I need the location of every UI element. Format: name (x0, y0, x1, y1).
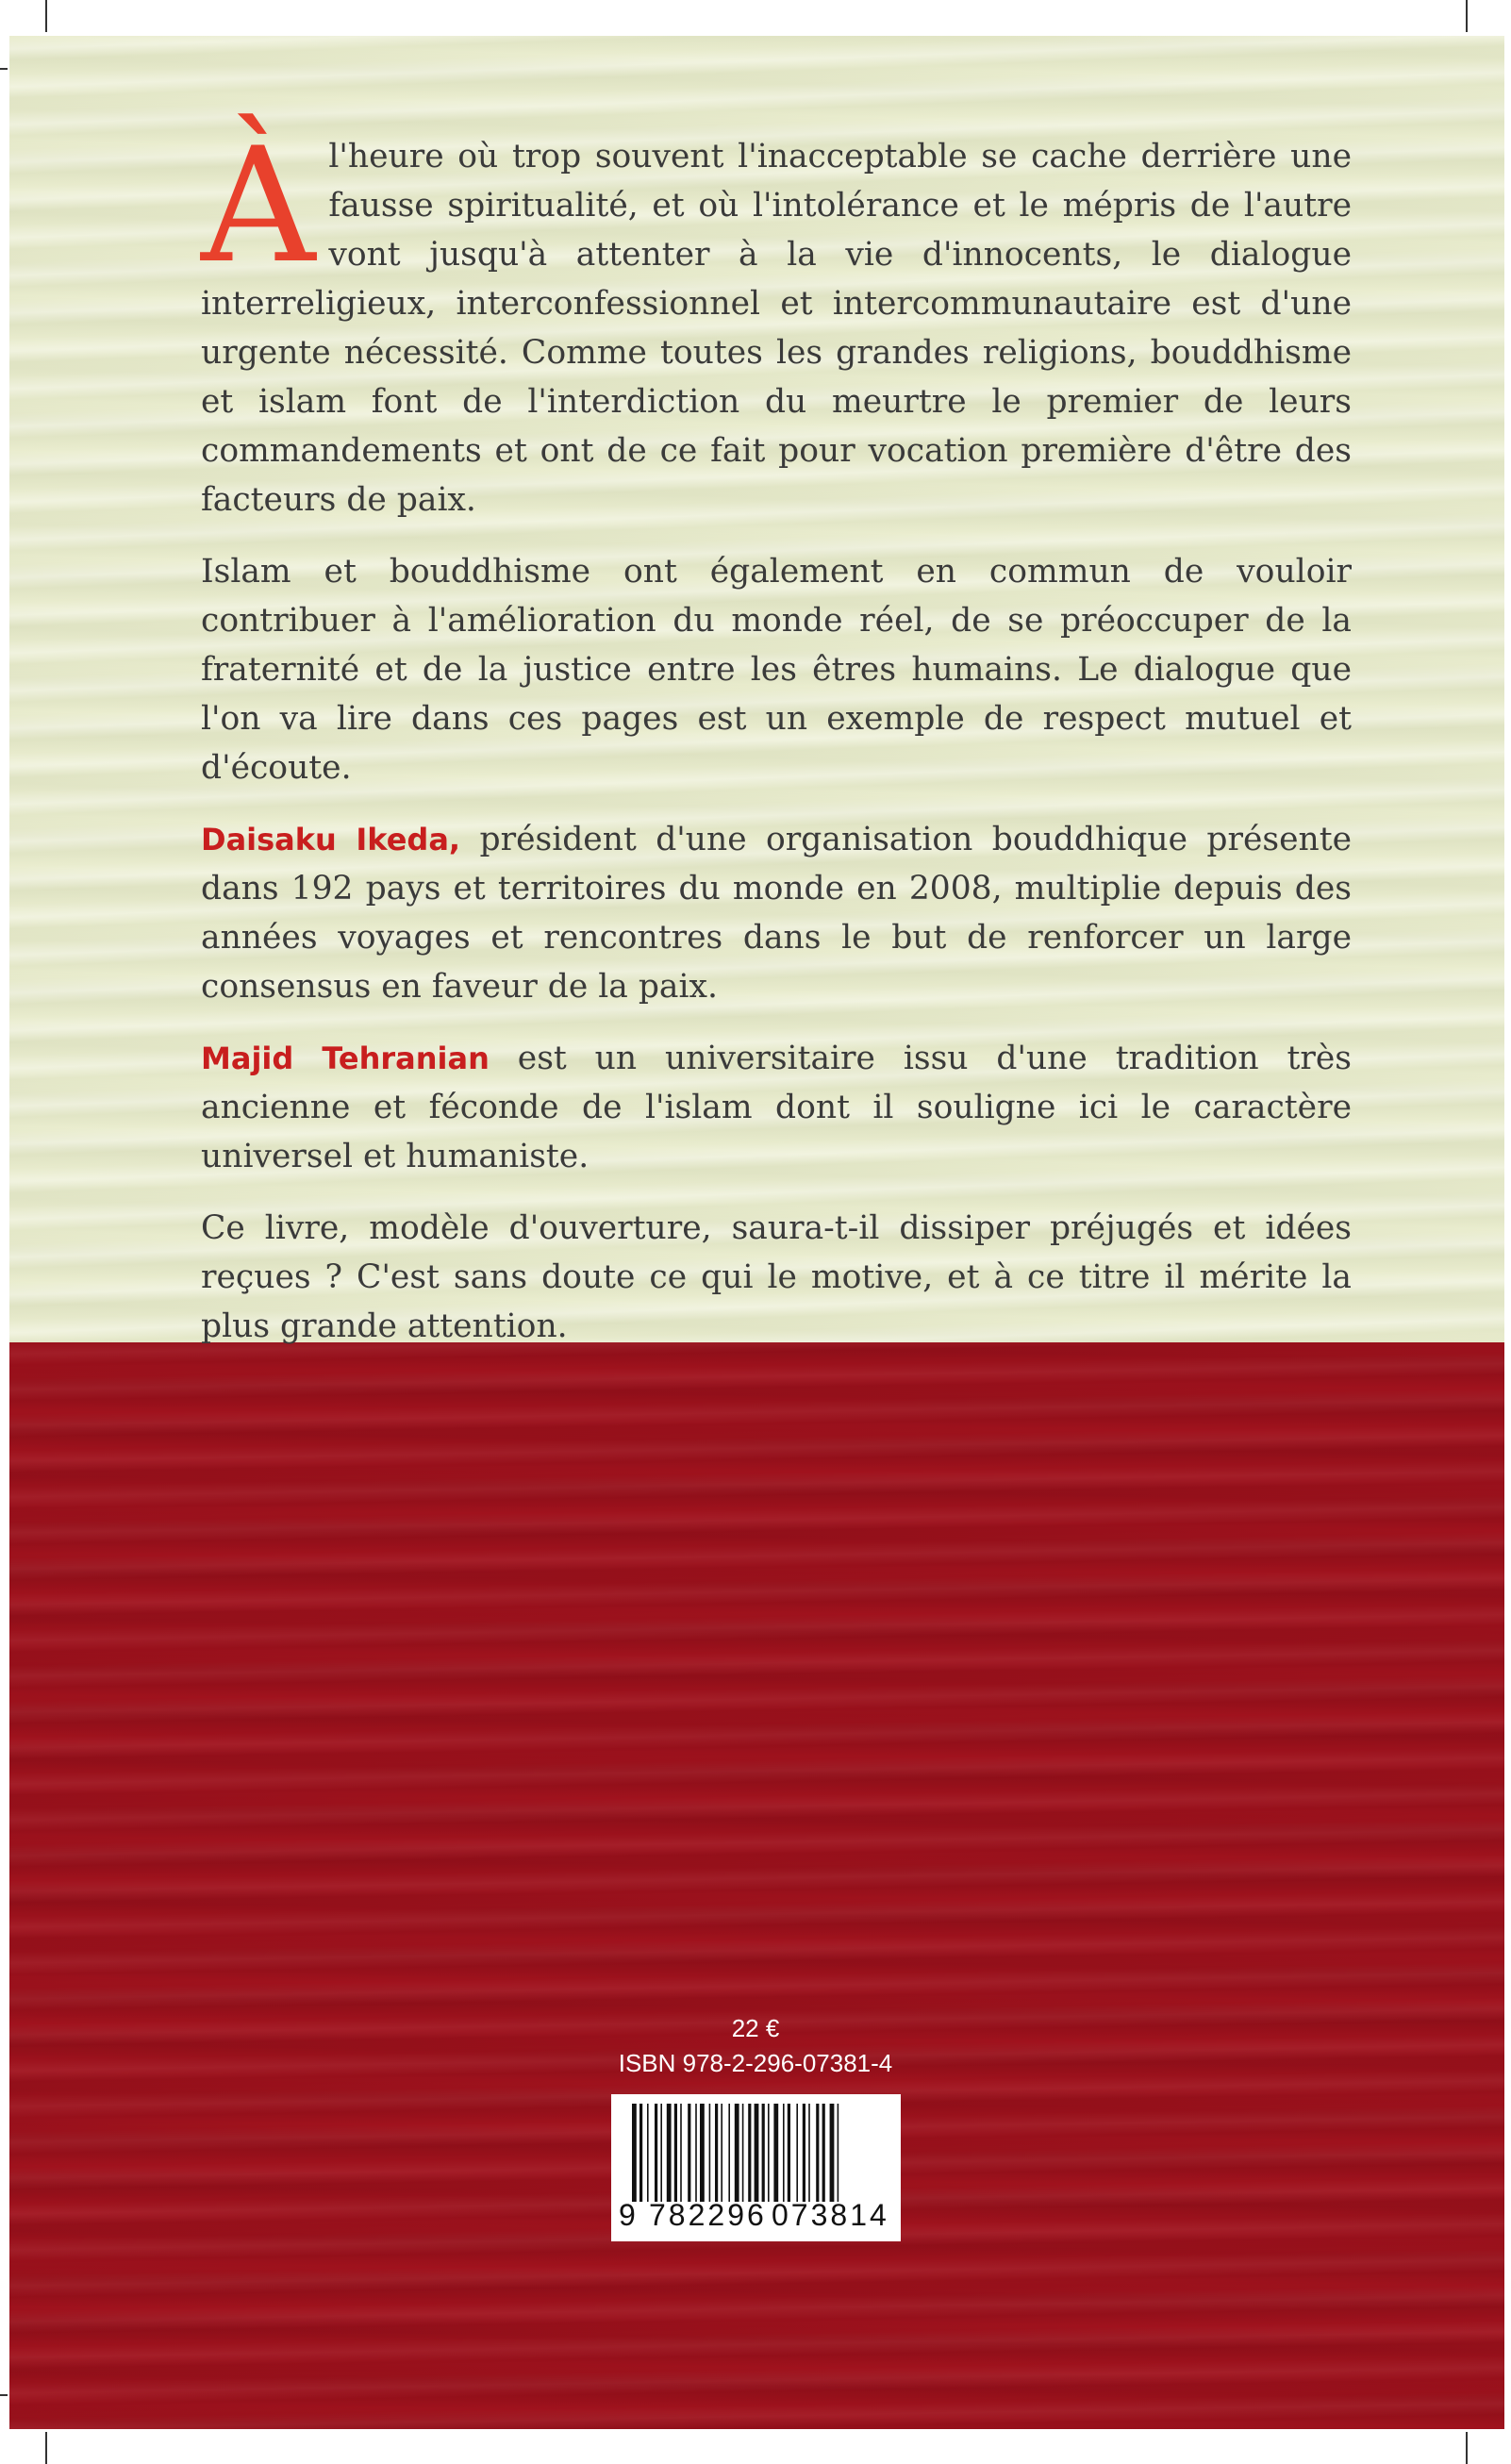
barcode: 9 782296 073814 (611, 2094, 901, 2241)
paragraph-1: À l'heure où trop souvent l'inacceptable se cache derrière une fausse spiritualité, et où l'intolérance et le mépris de l'autre vont jusqu'à attenter à la vie d'innocents, le dialogue interreligieux, interconfessionnel et intercommunautaire est d'une urgente nécessité. Comme toutes les grandes religions, bouddhisme et islam font de l'interdiction du meurtre le premier de leurs commandements et ont de ce fait pour vocation première d'être des facteurs de paix. (201, 113, 1352, 519)
barcode-bars (632, 2104, 885, 2202)
paragraph-author-1: Daisaku Ikeda, président d'une organisation bouddhique présente dans 192 pays et territoires du monde en 2008, multiplie depuis des années voyages et rencontres dans le but de renforcer un large consensus en faveur de la paix. (201, 821, 1352, 1006)
paragraph-2: Islam et bouddhisme ont également en commun de vouloir contribuer à l'amélioration du monde réel, de se préoccuper de la fraternité et de la justice entre les êtres humains. Le dialogue que l'on va lire dans ces pages est un exemple de respect mutuel et d'écoute. (201, 553, 1352, 787)
paragraph-5: Ce livre, modèle d'ouverture, saura-t-il dissiper préjugés et idées reçues ? C'est sans doute ce qui le motive, et à ce titre il mérite la plus grande attention. (201, 1209, 1352, 1345)
crop-mark (0, 68, 8, 70)
red-panel (9, 1342, 1504, 2429)
paragraph-author-2: Majid Tehranian est un universitaire issu d'une tradition très ancienne et féconde de l'islam dont il souligne ici le caractère universel et humaniste. (201, 1040, 1352, 1175)
author-name-ikeda: Daisaku Ikeda, (201, 822, 461, 857)
price: 22 € (731, 2014, 780, 2042)
author-name-tehranian: Majid Tehranian (201, 1041, 490, 1076)
crop-mark (0, 2394, 8, 2396)
blurb (201, 113, 1352, 1374)
isbn: ISBN 978-2-296-07381-4 (618, 2049, 893, 2077)
crop-mark (45, 0, 47, 32)
dropcap: À (201, 113, 316, 298)
crop-mark (1466, 2432, 1468, 2464)
crop-mark (1466, 0, 1468, 32)
crop-mark (45, 2432, 47, 2464)
